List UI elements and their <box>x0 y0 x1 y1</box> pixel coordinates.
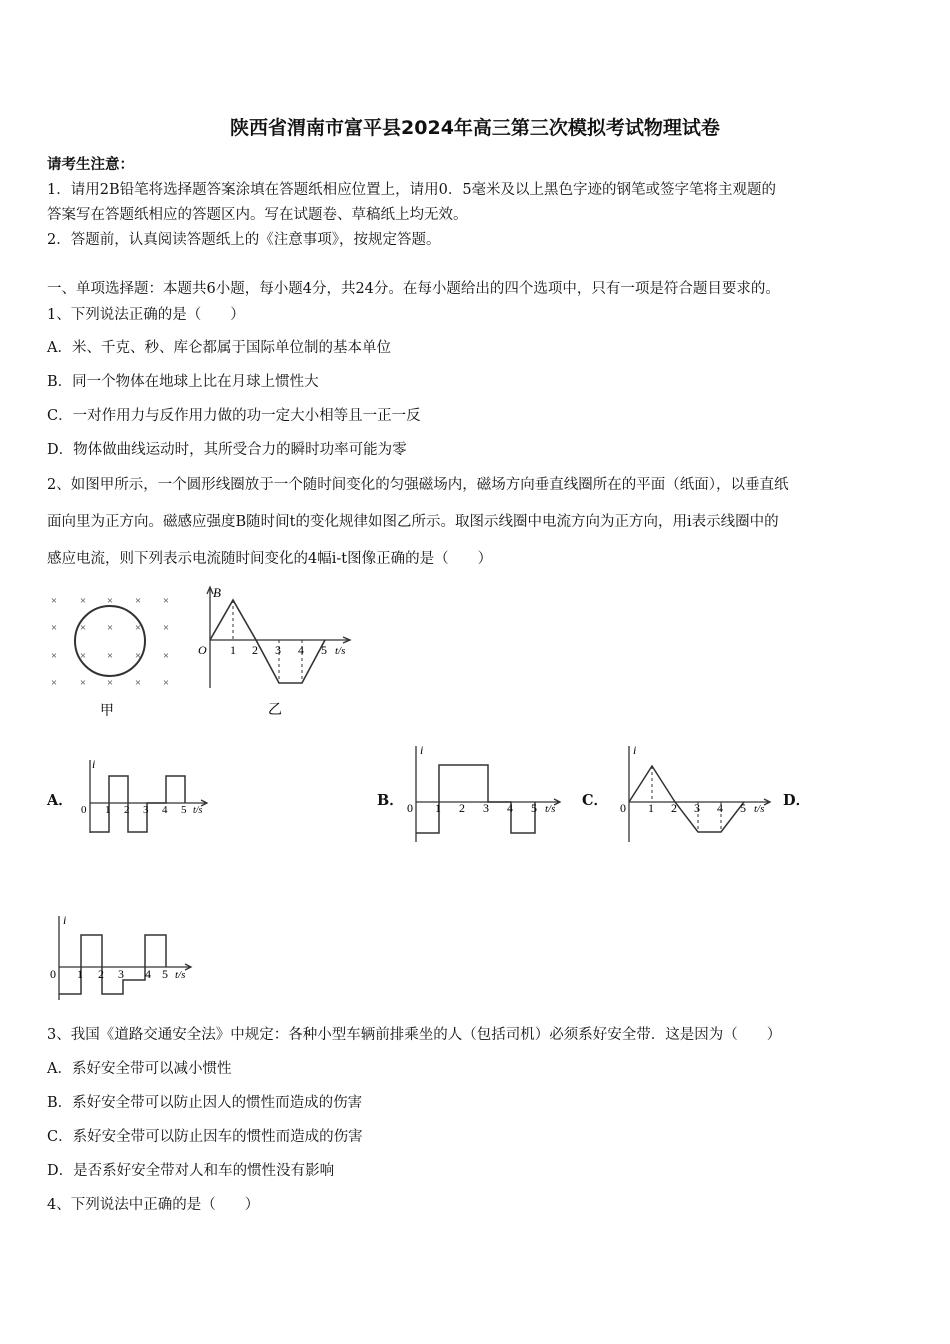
q1-option-c: C．一对作用力与反作用力做的功一定大小相等且一正一反 <box>47 408 421 424</box>
tick-label: 4 <box>717 801 723 815</box>
tick-label: 2 <box>252 643 258 657</box>
axis-label-i: i <box>420 743 424 757</box>
tick-label: 1 <box>105 804 111 816</box>
q2-option-d-label: D． <box>783 792 811 809</box>
figure-jia-coil <box>40 585 180 720</box>
field-cross: × <box>162 595 170 607</box>
origin-label: O <box>198 643 207 657</box>
tick-label: 1 <box>77 967 83 981</box>
field-cross: × <box>106 677 114 689</box>
origin-label: 0 <box>407 801 413 815</box>
i-curve <box>59 935 166 994</box>
axis-label-i: i <box>63 913 67 927</box>
tick-label: 4 <box>162 804 168 816</box>
field-cross: × <box>50 677 58 689</box>
field-cross: × <box>134 595 142 607</box>
page-title: 陕西省渭南市富平县2024年高三第三次模拟考试物理试卷 <box>230 117 720 139</box>
figure-jia-label: 甲 <box>100 704 114 719</box>
q3-option-a: A．系好安全带可以减小惯性 <box>47 1061 232 1077</box>
tick-label: 2 <box>98 967 104 981</box>
axis-label-t: t/s <box>175 969 186 981</box>
tick-label: 2 <box>459 801 465 815</box>
figure-yi-label: 乙 <box>268 703 282 718</box>
axis-label-b: B <box>213 585 221 600</box>
tick-label: 3 <box>483 801 489 815</box>
tick-label: 5 <box>181 804 187 816</box>
field-cross: × <box>134 677 142 689</box>
field-cross: × <box>79 650 87 662</box>
q3-stem: 3、我国《道路交通安全法》中规定：各种小型车辆前排乘坐的人（包括司机）必须系好安全带．这是因为（ ） <box>47 1027 782 1043</box>
tick-label: 1 <box>230 643 236 657</box>
tick-label: 5 <box>740 801 746 815</box>
i-curve <box>416 765 535 833</box>
field-cross: × <box>162 677 170 689</box>
field-cross: × <box>50 650 58 662</box>
tick-label: 3 <box>275 643 281 657</box>
tick-label: 1 <box>435 801 441 815</box>
notice-item-1-line-2: 答案写在答题纸相应的答题区内。写在试题卷、草稿纸上均无效。 <box>47 207 468 223</box>
q1-stem: 1、下列说法正确的是（ ） <box>47 307 245 323</box>
option-c-i-t-graph <box>617 742 777 847</box>
notice-item-2: 2．答题前，认真阅读答题纸上的《注意事项》，按规定答题。 <box>47 232 441 248</box>
axis-label-i: i <box>633 743 637 757</box>
q1-option-b: B．同一个物体在地球上比在月球上惯性大 <box>47 374 319 390</box>
tick-label: 4 <box>507 801 513 815</box>
tick-label: 5 <box>321 643 327 657</box>
field-cross: × <box>162 650 170 662</box>
q1-option-a: A．米、千克、秒、库仑都属于国际单位制的基本单位 <box>47 340 391 356</box>
option-b-i-t-graph <box>402 742 567 847</box>
origin-label: 0 <box>50 967 56 981</box>
axis-label-t: t/s <box>193 805 203 816</box>
tick-label: 3 <box>143 804 149 816</box>
field-cross: × <box>79 595 87 607</box>
option-d-i-t-graph <box>45 912 200 1004</box>
q3-option-b: B．系好安全带可以防止因人的惯性而造成的伤害 <box>47 1095 363 1111</box>
q2-stem-line-1: 2、如图甲所示，一个圆形线圈放于一个随时间变化的匀强磁场内，磁场方向垂直线圈所在的平面（纸面），以垂直纸 <box>47 477 789 493</box>
field-cross: × <box>106 650 114 662</box>
axis-label-i: i <box>92 757 96 771</box>
option-a-i-t-graph <box>75 755 215 840</box>
axis-label-t: t/s <box>754 803 765 815</box>
b-curve <box>210 600 325 683</box>
q2-option-c-label: C． <box>582 792 609 809</box>
axis-label-t: t/s <box>545 803 556 815</box>
coil-circle <box>75 606 145 676</box>
field-cross: × <box>79 677 87 689</box>
field-cross: × <box>162 622 170 634</box>
field-cross: × <box>106 622 114 634</box>
field-cross: × <box>50 595 58 607</box>
field-cross: × <box>50 622 58 634</box>
figure-yi-b-t-graph <box>195 583 360 723</box>
i-curve <box>629 766 744 832</box>
notice-item-1-line-1: 1．请用2B铅笔将选择题答案涂填在答题纸相应位置上，请用0．5毫米及以上黑色字迹的钢笔或签字笔将主观题的 <box>47 182 777 198</box>
q3-option-c: C．系好安全带可以防止因车的惯性而造成的伤害 <box>47 1129 363 1145</box>
axis-label-t: t/s <box>335 645 346 657</box>
tick-label: 3 <box>118 967 124 981</box>
tick-label: 2 <box>124 804 130 816</box>
origin-label: 0 <box>81 804 87 816</box>
q2-stem-line-2: 面向里为正方向。磁感应强度B随时间t的变化规律如图乙所示。取图示线圈中电流方向为正方向，用i表示线圈中的 <box>47 514 779 530</box>
tick-label: 5 <box>162 967 168 981</box>
tick-label: 4 <box>298 643 304 657</box>
tick-label: 4 <box>145 967 151 981</box>
tick-label: 2 <box>671 801 677 815</box>
field-cross: × <box>79 622 87 634</box>
q4-stem: 4、下列说法中正确的是（ ） <box>47 1197 260 1213</box>
tick-label: 3 <box>694 801 700 815</box>
origin-label: 0 <box>620 801 626 815</box>
section-heading: 一、单项选择题：本题共6小题，每小题4分，共24分。在每小题给出的四个选项中，只有一项是符合题目要求的。 <box>47 281 780 297</box>
q1-option-d: D．物体做曲线运动时，其所受合力的瞬时功率可能为零 <box>47 442 407 458</box>
q2-option-b-label: B． <box>377 792 404 809</box>
tick-label: 5 <box>531 801 537 815</box>
tick-label: 1 <box>648 801 654 815</box>
q3-option-d: D．是否系好安全带对人和车的惯性没有影响 <box>47 1163 335 1179</box>
q2-option-a-label: A． <box>47 792 73 809</box>
field-cross: × <box>134 622 142 634</box>
q2-stem-line-3: 感应电流，则下列表示电流随时间变化的4幅i-t图像正确的是（ ） <box>47 551 493 567</box>
field-cross: × <box>106 595 114 607</box>
field-cross: × <box>134 650 142 662</box>
notice-heading: 请考生注意： <box>47 156 134 173</box>
